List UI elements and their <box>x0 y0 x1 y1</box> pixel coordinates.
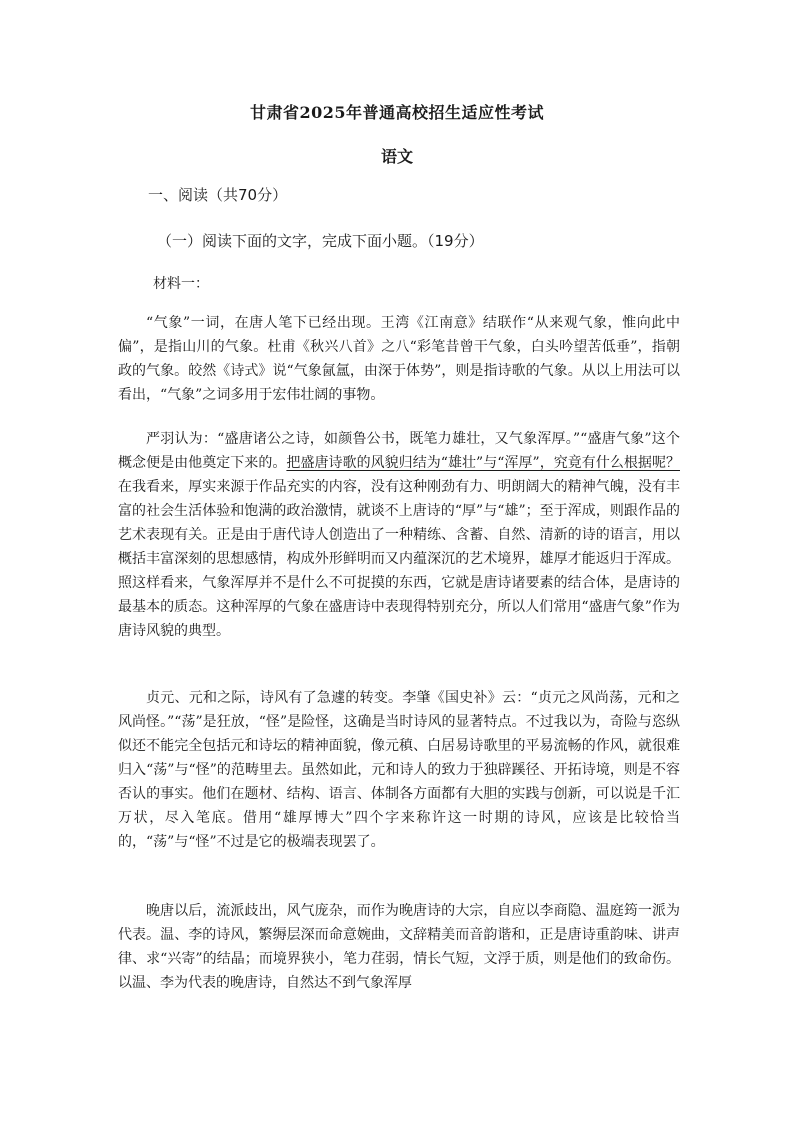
paragraph-1: “气象”一词，在唐人笔下已经出现。王湾《江南意》结联作“从来观气象，惟向此中偏”，是指山川的气象。杜甫《秋兴八首》之八“彩笔昔曾干气象，白头吟望苦低垂”，指朝政的气象。皎然《诗式》说“气象氤氲，由深于体势”，则是指诗歌的气象。从以上用法可以看出，“气象”之词多用于宏伟壮阔的事物。 <box>118 315 680 403</box>
subject-heading: 语文 <box>380 147 413 166</box>
paragraph-2-text-a: 严羽认为：“盛唐诸公之诗，如颜鲁公书，既笔力雄壮，又气象浑厚。”“盛唐气象”这个概念便是由他奠定下来的。 <box>118 431 680 471</box>
exam-title: 甘肃省2025年普通高校招生适应性考试 <box>249 103 545 122</box>
underlined-question: 把盛唐诗歌的风貌归结为“雄壮”与“浑厚”，究竟有什么根据呢？ <box>286 455 680 471</box>
paragraph-2 <box>118 427 680 643</box>
paragraph-3: 贞元、元和之际，诗风有了急遽的转变。李肇《国史补》云：“贞元之风尚荡，元和之风尚怪。”“荡”是狂放，“怪”是险怪，这确是当时诗风的显著特点。不过我以为，奇险与恣纵似还不能完全包括元和诗坛的精神面貌，像元稹、白居易诗歌里的平易流畅的作风，就很难归入“荡”与“怪”的范畴里去。虽然如此，元和诗人的致力于独辟蹊径、开拓诗境，则是不容否认的事实。他们在题材、结构、语言、体制各方面都有大胆的实践与创新，可以说是千汇万状，尽入笔底。借用“雄厚博大”四个字来称许这一时期的诗风，应该是比较恰当的，“荡”与“怪”不过是它的极端表现罢了。 <box>118 690 680 850</box>
section-heading: 一、阅读（共70分） <box>148 186 288 204</box>
paragraph-2-text-b: 在我看来，厚实来源于作品充实的内容，没有这种刚劲有力、明朗阔大的精神气魄，没有丰富的社会生活体验和饱满的政治激情，就谈不上唐诗的“厚”与“雄”；至于浑成，则跟作品的艺术表现有关。正是由于唐代诗人创造出了一种精练、含蓄、自然、清新的诗的语言，用以概括丰富深刻的思想感情，构成外形鲜明而又内蕴深沉的艺术境界，雄厚才能返归于浑成。照这样看来，气象浑厚并不是什么不可捉摸的东西，它就是唐诗诸要素的结合体，是唐诗的最基本的质态。这种浑厚的气象在盛唐诗中表现得特别充分，所以人们常用“盛唐气象”作为唐诗风貌的典型。 <box>118 479 680 639</box>
material-label: 材料一： <box>153 276 209 292</box>
paragraph-4: 晚唐以后，流派歧出，风气庞杂，而作为晚唐诗的大宗，自应以李商隐、温庭筠一派为代表。温、李的诗风，繁缛层深而命意婉曲，文辞精美而音韵谐和，正是唐诗重韵味、讲声律、求“兴寄”的结晶；而境界狭小，笔力荏弱，情长气短，文浮于质，则是他们的致命伤。以温、李为代表的晚唐诗，自然达不到气象浑厚 <box>118 903 680 991</box>
subsection-heading: （一）阅读下面的文字，完成下面小题。（19分） <box>157 232 484 250</box>
